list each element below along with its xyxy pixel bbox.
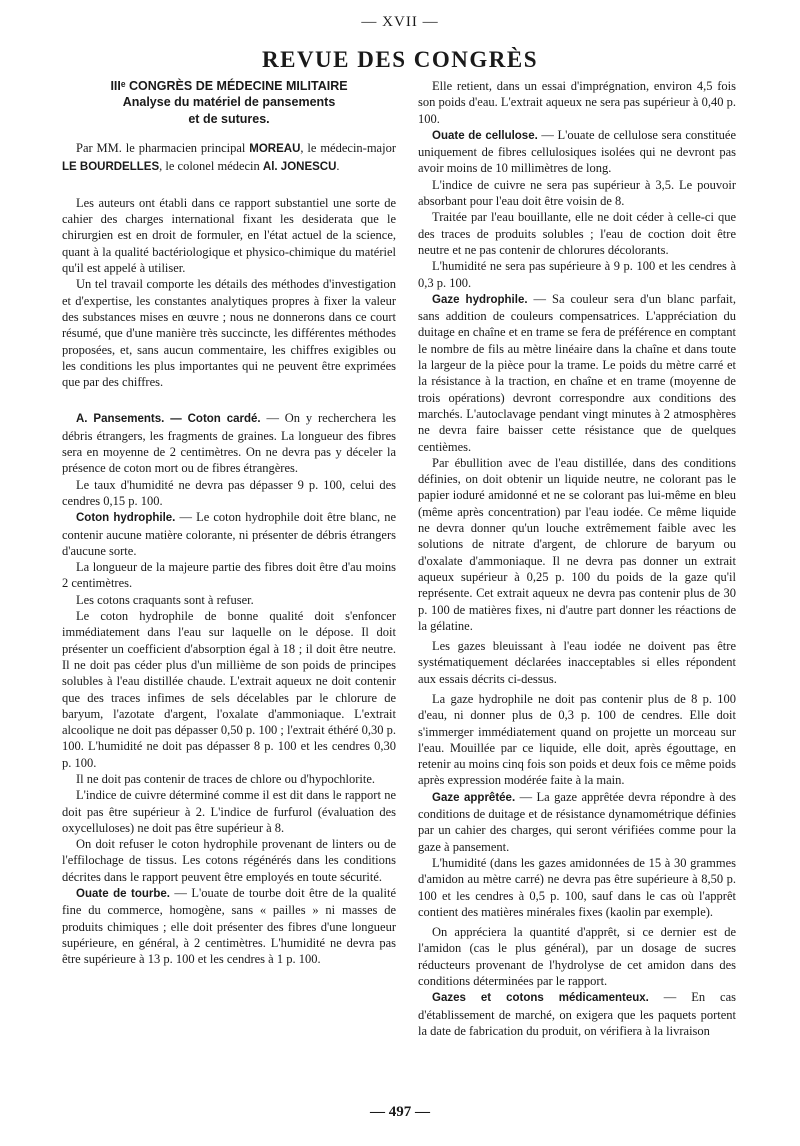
gazes-cotons-label: Gazes et cotons médicamenteux.	[432, 992, 649, 1005]
author-jonescu: Al. JONESCU	[262, 160, 337, 173]
paragraph-gaze-contenir: La gaze hydrophile ne doit pas contenir plus de 8 p. 100 d'eau, ni donner plus de 0,3 p. 100 de cendres. Elle doit s'immerger immédiatement quand on projette un morceau sur l'eau. Mouillée par ce liquide, elle doit, après égouttage, en retenir au moins cinq fois son poids et deux fois ce même poids après expression modérée faite à la main.	[418, 691, 736, 788]
paragraph-chlore: Il ne doit pas contenir de traces de chlore ou d'hypochlorite.	[76, 771, 376, 786]
paragraph-gaze-hydrophile	[418, 291, 736, 455]
coton-hydrophile-text: — Le coton hydrophile doit être blanc, ne contenir aucune matière colorante, ni présenter de débris étrangers d'aucune sorte.	[62, 510, 397, 558]
authors-prefix: Par MM. le pharmacien principal	[76, 141, 250, 156]
paragraph-cuivre: L'indice de cuivre déterminé comme il est dit dans le rapport ne doit pas être supérieur à 2. L'indice de furfurol (évaluation des oxycelluloses) ne doit pas être supérieur à 8.	[62, 788, 396, 835]
section-pansements	[62, 410, 396, 476]
left-column	[62, 78, 396, 968]
authors-end: .	[336, 158, 340, 173]
paragraph-ouate-cellulose	[418, 127, 736, 177]
paragraph-humidite-gazes: L'humidité (dans les gazes amidonnées de 15 à 30 grammes d'amidon au mètre carré) ne devra pas être supérieure à 8,50 p. 100 et les cendres à 0,5 p. 100, sauf dans le cas où l'apprêt contient des matières minérales fixes (kaolin par exemple).	[418, 855, 736, 919]
paragraph-ouate-tourbe	[62, 885, 396, 967]
paragraph-retient: Elle retient, dans un essai d'imprégnation, environ 4,5 fois son poids d'eau. L'extrait aqueux ne sera pas supérieur à 0,40 p. 100.	[418, 79, 736, 126]
paragraph-refuser: On doit refuser le coton hydrophile provenant de linters ou de l'effilochage de tissus. Les cotons régénérés dans les conditions décrites dans le rapport peuvent être employés en toute sécurité.	[62, 837, 396, 884]
author-le-bourdelles: LE BOURDELLES	[62, 160, 160, 173]
authors-mid-2: , le colonel médecin	[159, 158, 263, 173]
gazes-cotons-text: — En cas d'établissement de marché, on exigera que les paquets portent la date de fabrication du produit, on vérifiera à la livraison	[418, 990, 736, 1038]
analysis-title-line-2: et de sutures.	[188, 112, 270, 127]
paragraph-taux: Le taux d'humidité ne devra pas dépasser 9 p. 100, celui des cendres 0,15 p. 100.	[62, 477, 396, 508]
ouate-cellulose-label: Ouate de cellulose.	[432, 129, 538, 142]
gaze-appretee-label: Gaze apprêtée.	[432, 791, 516, 804]
gaze-hydrophile-label: Gaze hydrophile.	[432, 293, 528, 306]
author-moreau: MOREAU	[249, 143, 301, 156]
right-column	[418, 78, 736, 1039]
ouate-cellulose-text: — L'ouate de cellulose sera constituée uniquement de fibres cellulosiques isolées qui ne devront pas avoir moins de 10 millimètres de long.	[418, 127, 736, 176]
paragraph-bonne-qualite: Le coton hydrophile de bonne qualité doit s'enfoncer immédiatement dans l'eau sur laquelle on le dépose. Il doit présenter un coefficient d'absorption égal à 18 ; il doit être neutre. Il ne doit pas céder plus d'un millième de son poids de principes solubles à l'eau distillée chaude. L'extrait aqueux ne doit contenir que des traces infimes de sels décelables par le chlorure de baryum, l'azotate d'argent, l'oxalate d'ammoniaque. L'extrait alcoolique ne doit pas dépasser 0,50 p. 100 ; l'extrait éthéré 0,30 p. 100. L'humidité ne doit pas dépasser 8 p. 100 et les cendres 0,30 p. 100.	[62, 609, 396, 770]
paragraph-gazes-cotons	[418, 989, 736, 1039]
authors-line	[62, 140, 396, 175]
paragraph-gaze-appretee	[418, 789, 736, 855]
paragraph-bleuissant: Les gazes bleuissant à l'eau iodée ne doivent pas être systématiquement déclarées inacceptables si elles répondent aux essais décrits ci-dessus.	[418, 639, 736, 686]
paragraph-longueur: La longueur de la majeure partie des fibres doit être d'au moins 2 centimètres.	[62, 560, 396, 591]
paragraph-apprecier: On appréciera la quantité d'apprêt, si ce dernier est de l'amidon (cas le plus général), par un dosage de sucres réducteurs provenant de l'hydrolyse de cet amidon dans des conditions déterminées par le rapport.	[418, 925, 736, 989]
paragraph-craquants: Les cotons craquants sont à refuser.	[76, 592, 254, 607]
paragraph-intro-2: Un tel travail comporte les détails des méthodes d'investigation et d'expertise, les constantes analytiques propres à fixer la valeur des substances mises en œuvre ; nous ne donnerons dans ce court résumé, que d'une manière très succincte, les différentes méthodes proposées, et, sans aucun commentaire, les chiffres exigibles ou les conditions les plus importantes qui ne peuvent être exprimées que par des chiffres.	[62, 277, 396, 390]
paragraph-intro-1: Les auteurs ont établi dans ce rapport substantiel une sorte de cahier des charges international fixant les desiderata que le chirurgien est en droit de formuler, en l'état actuel de la science, quant à la qualité bactériologique et physico-chimique du matériel qu'il est appelé à utiliser.	[62, 195, 396, 276]
authors-mid-1: , le médecin-major	[300, 141, 396, 156]
page-title: REVUE DES CONGRÈS	[262, 47, 538, 72]
paragraph-traitee: Traitée par l'eau bouillante, elle ne doit céder à celle-ci que des traces de produits solubles ; l'eau de coction doit être neutre et ne pas contenir de chlorures décolorants.	[418, 210, 736, 257]
coton-carde-text: — On y recherchera les débris étrangers, les fragments de graines. La longueur des fibres sera en moyenne de 2 centimètres. On ne devra pas y déceler la présence de coton mort ou de fibres étrangères.	[62, 411, 396, 476]
analysis-title-line-1: Analyse du matériel de pansements	[122, 95, 336, 110]
section-a-label: A. Pansements. —	[76, 413, 182, 426]
ouate-tourbe-label: Ouate de tourbe.	[76, 888, 170, 901]
ouate-tourbe-text: — L'ouate de tourbe doit être de la qualité fine du commerce, homogène, sans « pailles » ni masses de produits chimiques ; elle doit présenter des fibres d'une longueur supérieure, en général, à 2 centimètres. L'humidité ne devra pas être supérieure à 13 p. 100 et les cendres à 1 p. 100.	[62, 886, 397, 967]
gaze-hydrophile-text: — Sa couleur sera d'un blanc parfait, sans addition de couleurs compensatrices. L'appréciation du duitage en chaîne et en trame se fera de préférence en comptant le nombre de fils au mètre linéaire dans la chaîne et dans toute la largeur de la pièce pour la trame. Le poids du mètre carré et la résistance à la traction, en chaîne et en trame (moyenne de trois opérations) devront correspondre aux conditions des marchés. L'autoclavage pendant vingt minutes à 2 atmosphères ne devra faire baisser cette résistance que de quelques centièmes.	[418, 291, 736, 454]
paragraph-ebullition: Par ébullition avec de l'eau distillée, dans des conditions définies, on doit obtenir un liquide neutre, ne colorant pas le papier ioduré amidonné et ne se colorant pas lui-même en bleu (même après concentration) par l'eau iodée. Ce même liquide ne devra donner qu'un louche extrêmement faible avec les solutions de nitrate d'argent, de chlorure de baryum ou d'oxalate d'ammoniaque. Il ne devra pas donner un extrait aqueux supérieur à 0,25 p. 100 du poids de la gaze qu'il représente. Cet extrait aqueux ne devra pas contenir plus de 30 p. 100 de matières fixes, ni d'autre part donner les réactions de la gélatine.	[418, 455, 736, 633]
analysis-title	[62, 94, 396, 128]
gaze-appretee-text: — La gaze apprêtée devra répondre à des conditions de duitage et de résistance dynamométrique définies par un cahier des charges, qui seront vérifiées comme pour la gaze à pansement.	[418, 789, 736, 854]
congress-heading: IIIᵉ CONGRÈS DE MÉDECINE MILITAIRE	[110, 79, 348, 93]
coton-carde-label: Coton cardé.	[187, 413, 261, 426]
coton-hydrophile-label: Coton hydrophile.	[76, 512, 176, 525]
page-number-roman: — XVII —	[361, 14, 439, 30]
page-number: — 497 —	[370, 1104, 430, 1120]
paragraph-humidite-9: L'humidité ne sera pas supérieure à 9 p. 100 et les cendres à 0,3 p. 100.	[418, 259, 736, 290]
paragraph-coton-hydrophile	[62, 509, 396, 559]
paragraph-indice-cuivre: L'indice de cuivre ne sera pas supérieur à 3,5. Le pouvoir absorbant pour l'eau doit être voisin de 8.	[418, 177, 736, 209]
